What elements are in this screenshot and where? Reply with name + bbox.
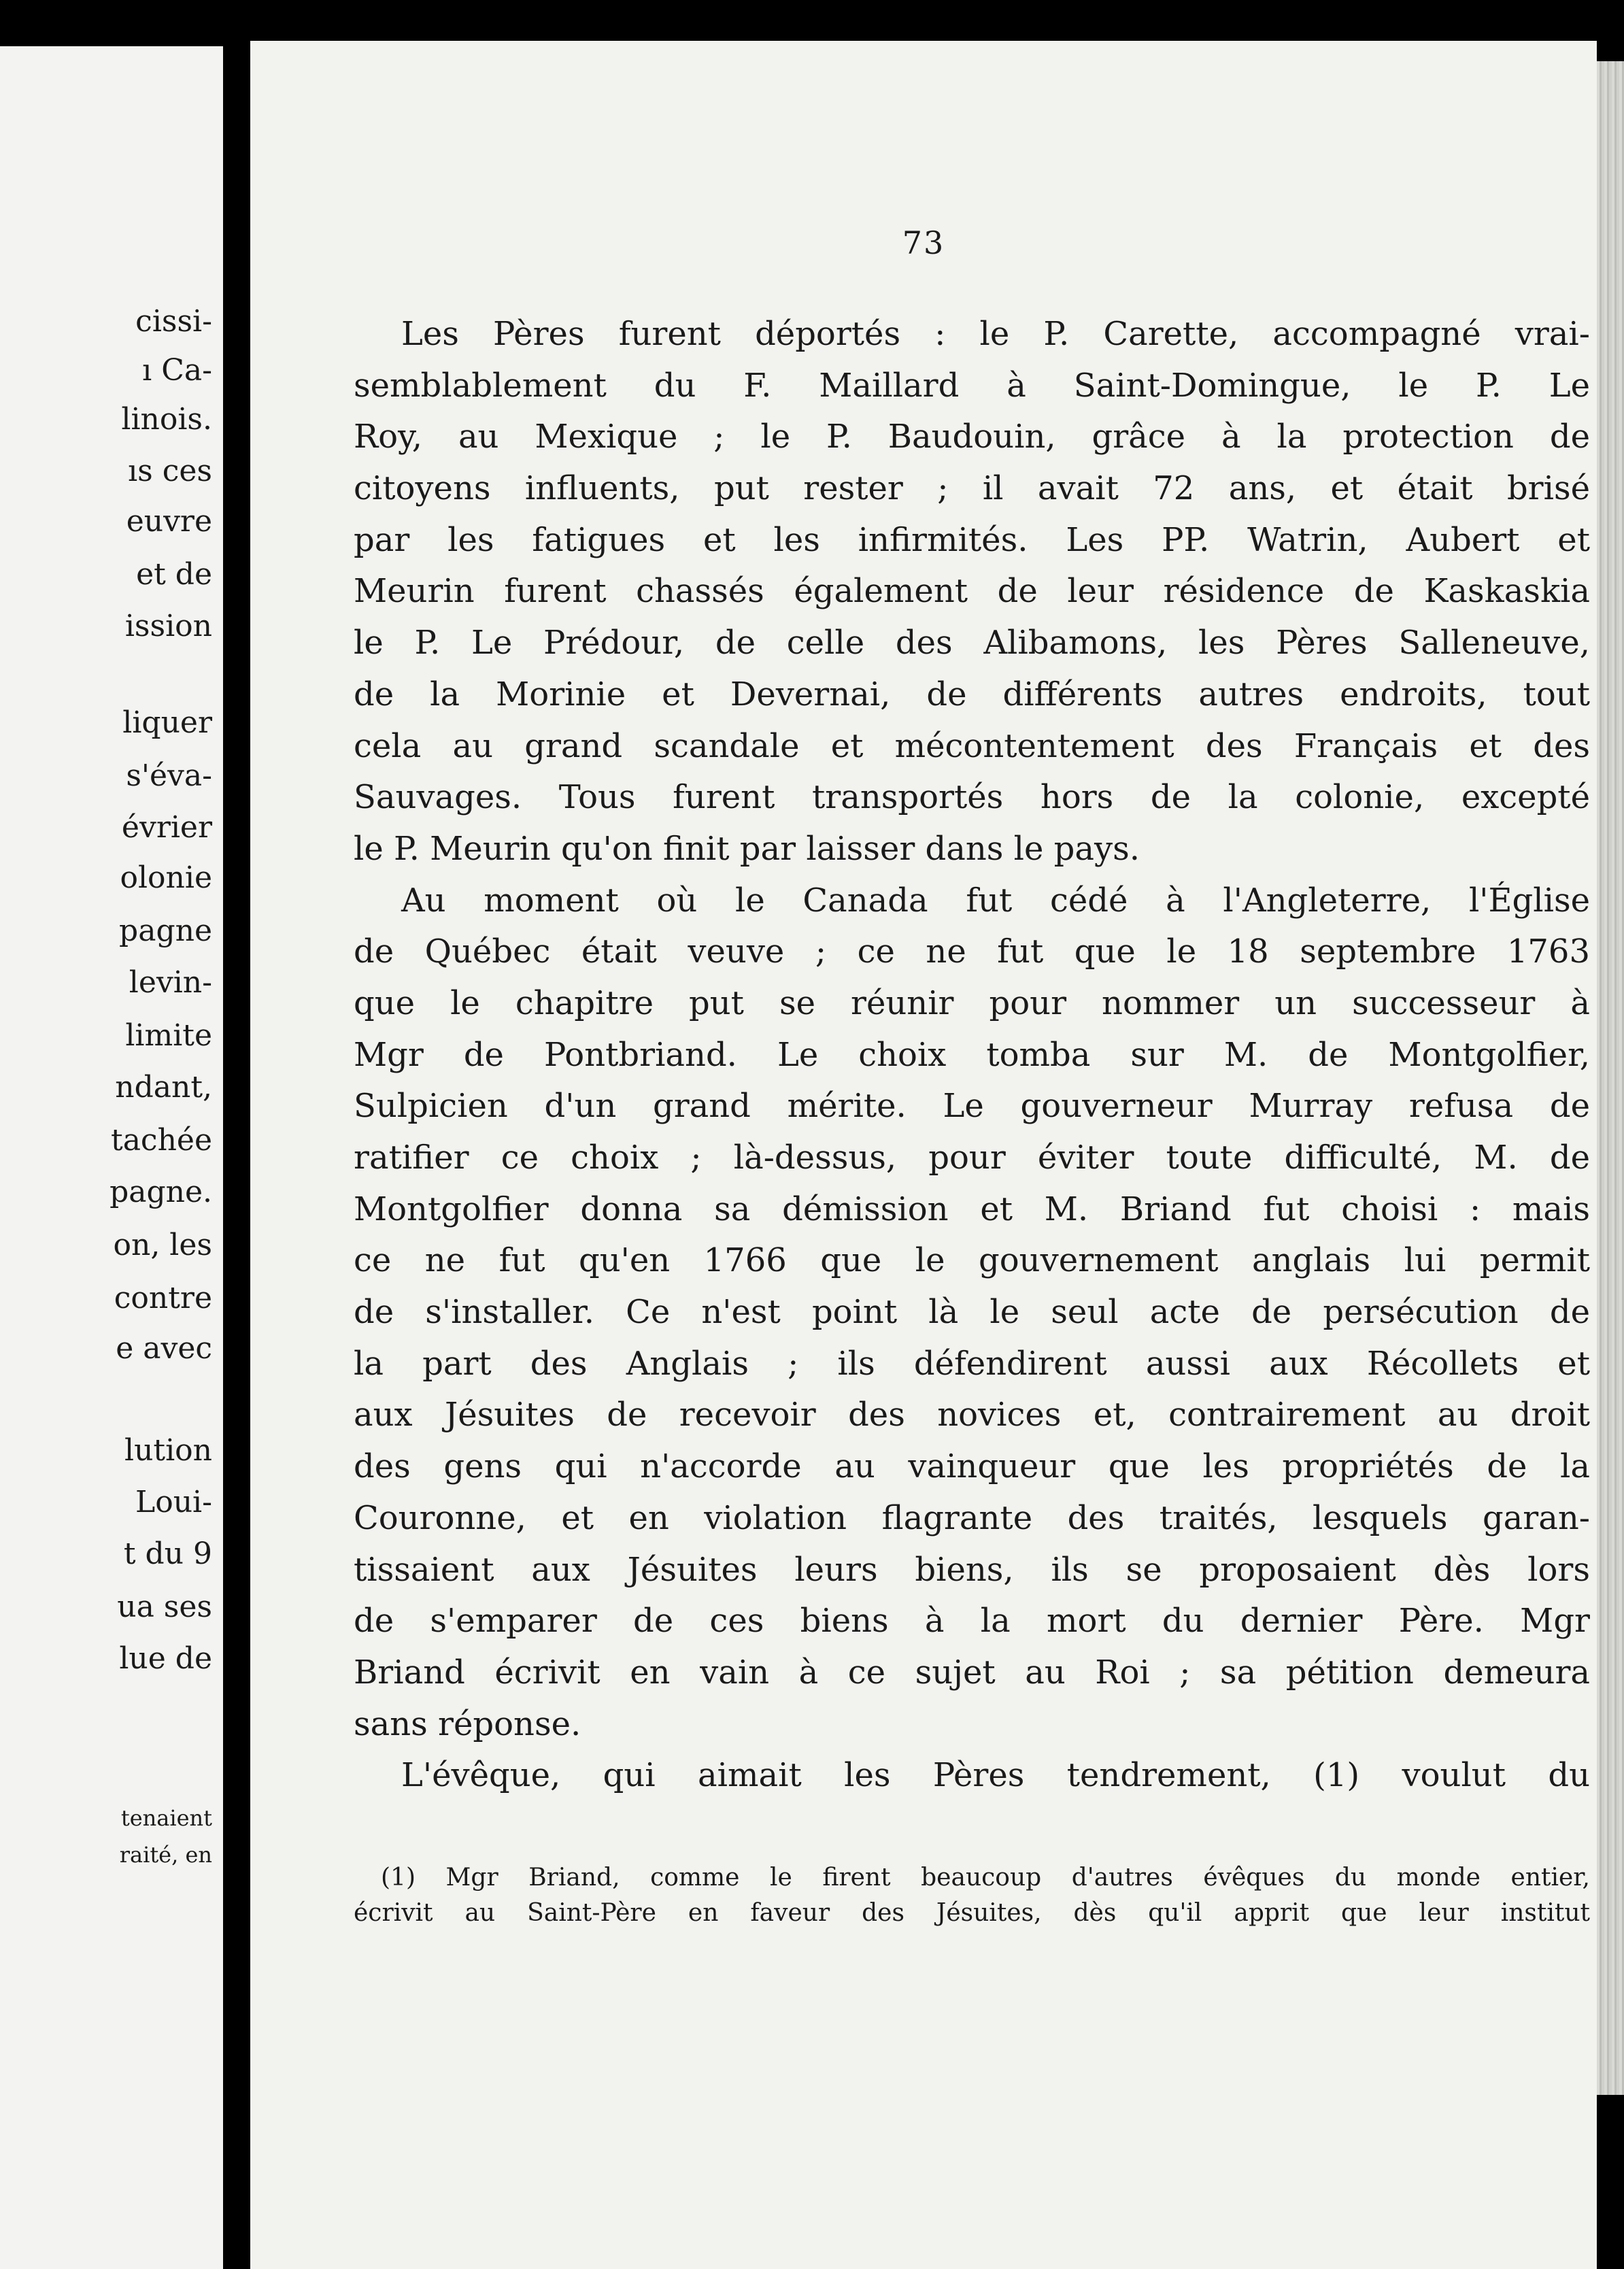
left-page-fragment: t du 9 — [123, 1536, 212, 1571]
text-line: Mgr de Pontbriand. Le choix tomba sur M. de Montgolfier, — [354, 1035, 1590, 1074]
left-page-fragment: linois. — [121, 402, 212, 437]
text-line: la part des Anglais ; ils défendirent aussi aux Récollets et — [354, 1344, 1590, 1383]
text-line: de la Morinie et Devernai, de différents autres endroits, tout — [354, 675, 1590, 713]
text-line: ce ne fut qu'en 1766 que le gouvernement anglais lui permit — [354, 1241, 1590, 1280]
left-page-fragment: levin- — [129, 965, 212, 1000]
footnote-line: écrivit au Saint-Père en faveur des Jésuites, dès qu'il apprit que leur institut — [354, 1899, 1590, 1927]
text-line: Au moment où le Canada fut cédé à l'Angleterre, l'Église — [401, 881, 1590, 920]
left-page-fragment: raité, en — [119, 1842, 212, 1868]
left-page-fragment: ission — [124, 609, 212, 643]
left-page-fragment: liquer — [122, 705, 212, 740]
left-page-fragment: tenaient — [120, 1805, 212, 1831]
left-page-fragment: limite — [125, 1018, 212, 1053]
left-page-fragment: pagne. — [109, 1175, 212, 1209]
text-line: Couronne, et en violation flagrante des traités, lesquels garan- — [354, 1498, 1590, 1537]
text-line: cela au grand scandale et mécontentement des Français et des — [354, 726, 1590, 765]
text-line: Sulpicien d'un grand mérite. Le gouverneur Murray refusa de — [354, 1087, 1590, 1126]
book-spine-gutter — [223, 0, 250, 2269]
left-page-fragment: pagne — [119, 913, 212, 948]
text-line: L'évêque, qui aimait les Pères tendrement, (1) voulut du — [401, 1756, 1590, 1795]
left-page-fragment: contre — [114, 1281, 212, 1315]
text-line: ratifier ce choix ; là-dessus, pour éviter toute difficulté, M. de — [354, 1139, 1590, 1177]
left-facing-page — [0, 46, 223, 2269]
text-line: sans réponse. — [354, 1704, 581, 1743]
left-page-fragment: euvre — [126, 504, 212, 539]
left-page-fragment: on, les — [113, 1228, 212, 1262]
main-page — [250, 41, 1597, 2269]
text-line: Sauvages. Tous furent transportés hors de la colonie, excepté — [354, 778, 1590, 817]
left-page-fragment: olonie — [120, 860, 212, 895]
left-page-fragment: e avec — [116, 1331, 212, 1366]
left-page-fragment: lue de — [119, 1641, 212, 1676]
left-page-fragment: ua ses — [117, 1590, 212, 1624]
left-page-fragment: s'éva- — [126, 758, 212, 793]
text-line: de s'installer. Ce n'est point là le seul acte de persécution de — [354, 1293, 1590, 1332]
left-page-fragment: ı Ca- — [142, 353, 212, 388]
text-line: Briand écrivit en vain à ce sujet au Roi ; sa pétition demeura — [354, 1653, 1590, 1692]
text-line: de s'emparer de ces biens à la mort du dernier Père. Mgr — [354, 1602, 1590, 1641]
body-text — [354, 309, 1590, 1802]
text-line: de Québec était veuve ; ce ne fut que le 18 septembre 1763 — [354, 932, 1590, 971]
page-number: 73 — [902, 224, 945, 261]
text-line: tissaient aux Jésuites leurs biens, ils se proposaient dès lors — [354, 1550, 1590, 1589]
left-page-fragment: évrier — [121, 810, 212, 845]
text-line: semblablement du F. Maillard à Saint-Domingue, le P. Le — [354, 366, 1590, 405]
left-page-fragment: ndant, — [115, 1070, 212, 1105]
text-line: par les fatigues et les infirmités. Les PP. Watrin, Aubert et — [354, 520, 1590, 559]
text-line: que le chapitre put se réunir pour nommer un successeur à — [354, 984, 1590, 1022]
left-page-fragment: ıs ces — [128, 454, 212, 488]
text-line: le P. Le Prédour, de celle des Alibamons, les Pères Salleneuve, — [354, 624, 1590, 662]
footnotes — [354, 1860, 1590, 1931]
left-page-fragment: lution — [124, 1433, 212, 1468]
text-line: citoyens influents, put rester ; il avait 72 ans, et était brisé — [354, 469, 1590, 508]
text-line: Meurin furent chassés également de leur résidence de Kaskaskia — [354, 572, 1590, 611]
text-line: Les Pères furent déportés : le P. Carette, accompagné vrai- — [401, 315, 1590, 353]
page-stack-edge — [1597, 61, 1624, 2095]
left-page-fragment: cissi- — [135, 304, 212, 339]
text-line: Montgolfier donna sa démission et M. Briand fut choisi : mais — [354, 1190, 1590, 1228]
text-line: des gens qui n'accorde au vainqueur que les propriétés de la — [354, 1447, 1590, 1486]
left-page-fragment: Loui- — [135, 1485, 212, 1519]
left-page-fragment: et de — [136, 557, 212, 592]
text-line: le P. Meurin qu'on finit par laisser dans le pays. — [354, 829, 1140, 868]
text-line: Roy, au Mexique ; le P. Baudouin, grâce à la protection de — [354, 418, 1590, 456]
left-page-fragment: tachée — [111, 1123, 212, 1158]
text-line: aux Jésuites de recevoir des novices et, contrairement au droit — [354, 1396, 1590, 1434]
footnote-line: (1) Mgr Briand, comme le firent beaucoup d'autres évêques du monde entier, — [381, 1864, 1590, 1892]
